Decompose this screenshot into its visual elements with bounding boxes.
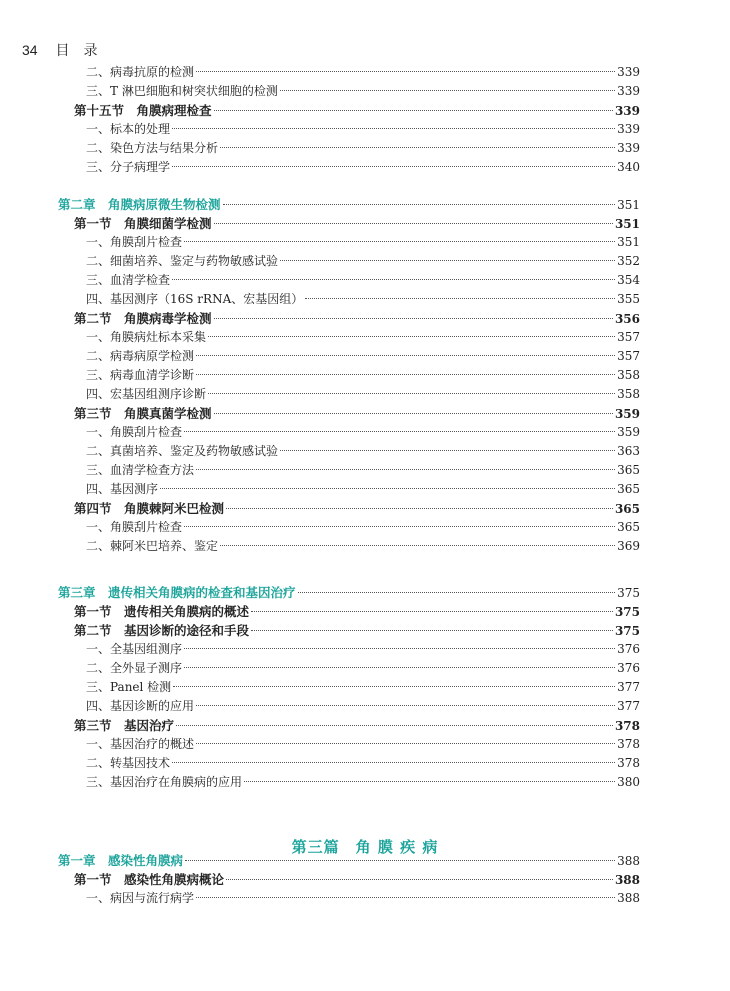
toc-entry-label: 三、Panel 检测: [86, 680, 172, 694]
dot-leader: [298, 591, 616, 593]
toc-entry-page: 357: [617, 330, 640, 344]
toc-entry-label: 第一章 感染性角膜病: [58, 853, 184, 868]
toc-subsection: [86, 773, 640, 792]
toc-subsection: [86, 659, 640, 678]
toc-entry-page: 351: [617, 198, 640, 212]
toc-entry-page: 339: [617, 141, 640, 155]
toc-entry-label: 二、染色方法与结果分析: [86, 141, 219, 155]
dot-leader: [172, 127, 615, 129]
toc-entry-page: 355: [617, 292, 640, 306]
dot-leader: [184, 430, 615, 432]
toc-entry-label: 三、分子病理学: [86, 160, 171, 174]
dot-leader: [214, 317, 613, 319]
toc-entry-label: 二、病毒抗原的检测: [86, 65, 195, 79]
dot-leader: [184, 647, 615, 649]
toc-subsection: [86, 461, 640, 480]
toc-section: [74, 309, 640, 328]
toc-chapter: [58, 583, 640, 602]
dot-leader: [208, 335, 615, 337]
dot-leader: [226, 507, 613, 509]
toc-entry-label: 三、病毒血清学诊断: [86, 368, 195, 382]
toc-entry-label: 二、转基因技术: [86, 756, 171, 770]
toc-subsection: [86, 233, 640, 252]
toc-entry-label: 一、角膜刮片检查: [86, 425, 183, 439]
toc-entry-page: 388: [617, 891, 640, 905]
dot-leader: [280, 259, 615, 261]
dot-leader: [185, 859, 615, 861]
toc-entry-label: 一、基因治疗的概述: [86, 737, 195, 751]
toc-entry-label: 三、T 淋巴细胞和树突状细胞的检测: [86, 84, 278, 98]
toc-entry-label: 第三节 角膜真菌学检测: [74, 406, 212, 421]
toc-entry-page: 369: [617, 539, 640, 553]
toc-entry-label: 第十五节 角膜病理检查: [74, 103, 212, 118]
dot-leader: [280, 449, 615, 451]
toc-entry-page: 351: [614, 217, 640, 231]
dot-leader: [176, 724, 613, 726]
toc-entry-page: 339: [617, 84, 640, 98]
toc-entry-page: 356: [614, 312, 640, 326]
toc-entry-label: 一、角膜刮片检查: [86, 520, 183, 534]
toc-subsection: [86, 120, 640, 139]
toc-entry-page: 380: [617, 775, 640, 789]
dot-leader: [214, 412, 613, 414]
dot-leader: [196, 373, 615, 375]
toc-section: [74, 602, 640, 621]
toc-section: [74, 499, 640, 518]
dot-leader: [244, 780, 615, 782]
toc-entry-label: 四、宏基因组测序诊断: [86, 387, 207, 401]
dot-leader: [196, 354, 615, 356]
dot-leader: [196, 896, 615, 898]
toc-entry-page: 376: [617, 661, 640, 675]
dot-leader: [184, 240, 615, 242]
header-title: 目 录: [55, 42, 98, 58]
toc-entry-page: 340: [617, 160, 640, 174]
toc-entry-label: 四、基因测序（16S rRNA、宏基因组）: [86, 292, 304, 306]
dot-leader: [172, 278, 615, 280]
toc-subsection: [86, 290, 640, 309]
toc-entry-page: 375: [614, 605, 640, 619]
dot-leader: [223, 203, 616, 205]
toc-subsection: [86, 678, 640, 697]
toc-subsection: [86, 347, 640, 366]
toc-subsection: [86, 754, 640, 773]
toc-entry-page: 358: [617, 387, 640, 401]
toc-entry-label: 三、血清学检查方法: [86, 463, 195, 477]
part-title: 第三篇 角 膜 疾 病: [291, 838, 439, 856]
toc-entry-label: 二、棘阿米巴培养、鉴定: [86, 539, 219, 553]
toc-entry-page: 358: [617, 368, 640, 382]
toc-entry-label: 三、血清学检查: [86, 273, 171, 287]
dot-leader: [172, 165, 615, 167]
toc-section: [74, 214, 640, 233]
toc-entry-label: 一、角膜刮片检查: [86, 235, 183, 249]
toc-entry-page: 378: [617, 737, 640, 751]
toc-entry-page: 354: [617, 273, 640, 287]
dot-leader: [280, 89, 615, 91]
toc-entry-page: 377: [617, 699, 640, 713]
toc-entry-label: 第四节 角膜棘阿米巴检测: [74, 501, 225, 516]
toc-entry-label: 第三章 遗传相关角膜病的检查和基因治疗: [58, 585, 296, 600]
toc-subsection: [86, 366, 640, 385]
toc-subsection: [86, 158, 640, 177]
toc-entry-page: 378: [617, 756, 640, 770]
toc-subsection: [86, 640, 640, 659]
toc-entry-label: 第二节 角膜病毒学检测: [74, 311, 212, 326]
toc-entry-label: 四、基因测序: [86, 482, 159, 496]
toc-entry-page: 363: [617, 444, 640, 458]
dot-leader: [196, 704, 615, 706]
dot-leader: [305, 297, 615, 299]
dot-leader: [196, 468, 615, 470]
toc-entry-page: 365: [614, 502, 640, 516]
toc-entry-label: 第一节 感染性角膜病概论: [74, 872, 225, 887]
toc-entry-label: 第三节 基因治疗: [74, 718, 175, 733]
toc-section: [74, 404, 640, 423]
toc-subsection: [86, 442, 640, 461]
toc-entry-page: 357: [617, 349, 640, 363]
toc-section: [74, 621, 640, 640]
toc-entry-page: 378: [614, 719, 640, 733]
toc-entry-label: 一、全基因组测序: [86, 642, 183, 656]
toc-subsection: [86, 889, 640, 908]
toc-subsection: [86, 697, 640, 716]
toc-entry-page: 375: [617, 586, 640, 600]
toc-entry-page: 365: [617, 482, 640, 496]
toc-entry-page: 365: [617, 463, 640, 477]
toc-entry-page: 377: [617, 680, 640, 694]
dot-leader: [226, 878, 613, 880]
toc-subsection: [86, 735, 640, 754]
dot-leader: [196, 70, 615, 72]
toc-subsection: [86, 480, 640, 499]
toc-entry-label: 二、全外显子测序: [86, 661, 183, 675]
toc-entry-page: 339: [617, 65, 640, 79]
dot-leader: [220, 146, 615, 148]
toc-subsection: [86, 423, 640, 442]
toc-entry-label: 一、标本的处理: [86, 122, 171, 136]
toc-subsection: [86, 82, 640, 101]
toc-entry-page: 339: [617, 122, 640, 136]
toc-entry-label: 三、基因治疗在角膜病的应用: [86, 775, 243, 789]
page-number: 34: [22, 42, 38, 58]
dot-leader: [208, 392, 615, 394]
toc-section: [74, 870, 640, 889]
dot-leader: [214, 109, 613, 111]
dot-leader: [214, 222, 613, 224]
toc-entry-label: 二、真菌培养、鉴定及药物敏感试验: [86, 444, 279, 458]
toc-entry-page: 359: [617, 425, 640, 439]
toc-entry-label: 四、基因诊断的应用: [86, 699, 195, 713]
toc-entry-page: 375: [614, 624, 640, 638]
toc-entry-label: 一、病因与流行病学: [86, 891, 195, 905]
dot-leader: [220, 544, 615, 546]
toc-entry-label: 二、细菌培养、鉴定与药物敏感试验: [86, 254, 279, 268]
toc-entry-label: 第二章 角膜病原微生物检测: [58, 197, 221, 212]
toc-entry-page: 359: [614, 407, 640, 421]
toc-subsection: [86, 537, 640, 556]
dot-leader: [184, 525, 615, 527]
dot-leader: [251, 610, 613, 612]
toc-entry-page: 388: [614, 873, 640, 887]
page-header: [22, 40, 97, 60]
toc-entry-page: 388: [617, 854, 640, 868]
toc-section: [74, 716, 640, 735]
toc-entry-label: 二、病毒病原学检测: [86, 349, 195, 363]
dot-leader: [173, 685, 615, 687]
toc-subsection: [86, 252, 640, 271]
dot-leader: [172, 761, 615, 763]
toc-chapter: [58, 195, 640, 214]
dot-leader: [160, 487, 615, 489]
toc-entry-page: 365: [617, 520, 640, 534]
dot-leader: [251, 629, 613, 631]
toc-entry-page: 339: [614, 104, 640, 118]
toc-subsection: [86, 328, 640, 347]
toc-subsection: [86, 385, 640, 404]
toc-entry-page: 351: [617, 235, 640, 249]
toc-entry-page: 352: [617, 254, 640, 268]
toc-entry-label: 一、角膜病灶标本采集: [86, 330, 207, 344]
toc-section: [74, 101, 640, 120]
toc-subsection: [86, 518, 640, 537]
toc-subsection: [86, 271, 640, 290]
toc-entry-label: 第二节 基因诊断的途径和手段: [74, 623, 250, 638]
toc-entry-label: 第一节 遗传相关角膜病的概述: [74, 604, 250, 619]
toc-subsection: [86, 139, 640, 158]
toc-entry-label: 第一节 角膜细菌学检测: [74, 216, 212, 231]
toc-subsection: [86, 63, 640, 82]
dot-leader: [196, 742, 615, 744]
toc-entry-page: 376: [617, 642, 640, 656]
dot-leader: [184, 666, 615, 668]
